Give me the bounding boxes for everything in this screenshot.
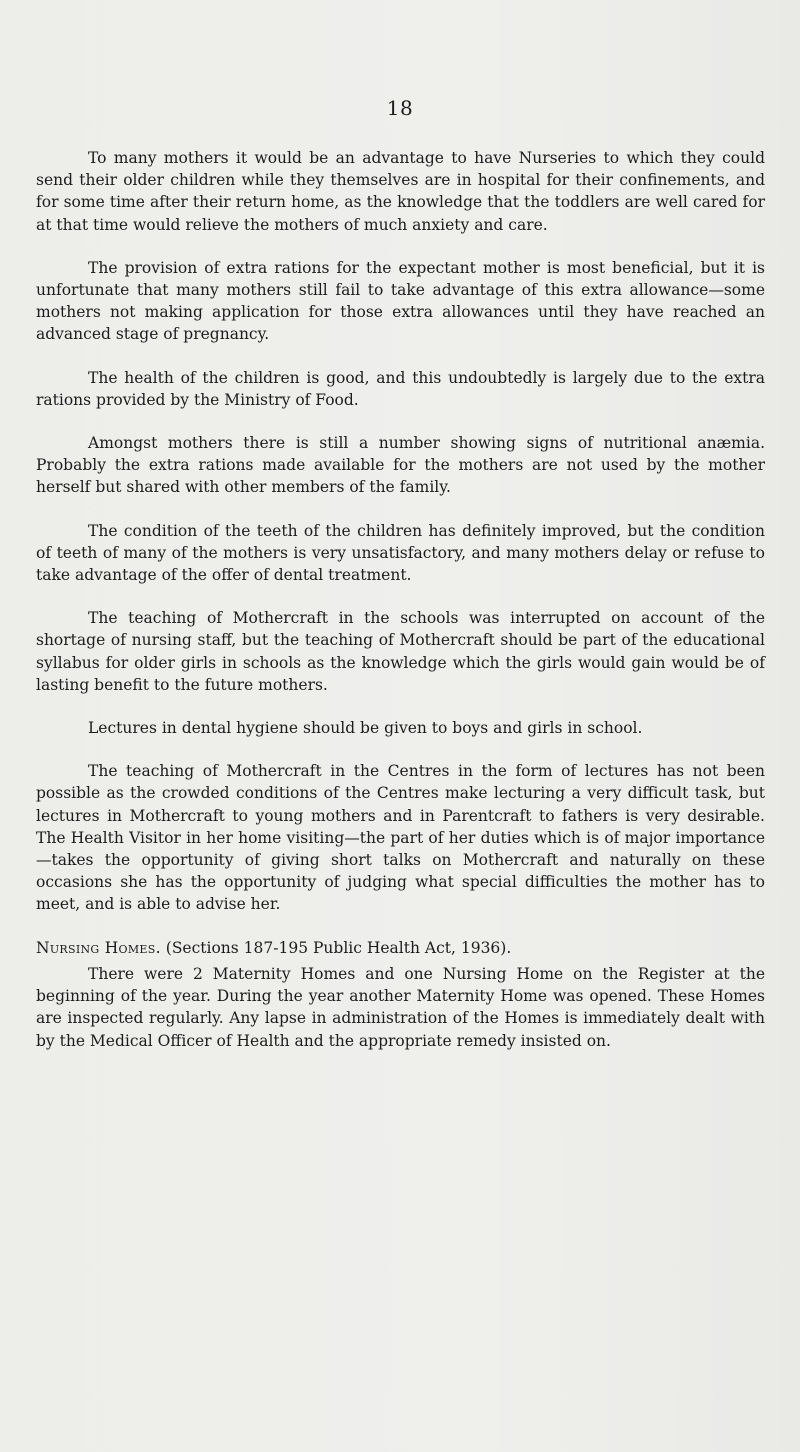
paragraph-extra-rations: The provision of extra rations for the expectant mother is most beneficial, but it is unfortunate that many mothers still fail to take advantage of this extra allowance—some mothers not making application for those extra allowances until they have reached an advanced stage of pregnancy. — [36, 258, 765, 344]
section-heading-line — [36, 937, 765, 959]
page-body — [36, 147, 765, 1073]
page-number: 18 — [386, 96, 414, 120]
paragraph-mothercraft-centres: The teaching of Mothercraft in the Centres in the form of lectures has not been possible as the crowded conditions of the Centres make lecturing a very difficult task, but lectures in Mothercraft to young mothers and in Parentcraft to fathers is very desirable. The Health Visitor in her home visiting—the part of her duties which is of major importance—takes the opportunity of giving short talks on Mothercraft and naturally on these occasions she has the opportunity of judging what special difficulties the mother has to meet, and is able to advise her. — [36, 762, 765, 914]
paragraph-mothercraft-schools: The teaching of Mothercraft in the schools was interrupted on account of the shortage of nursing staff, but the teaching of Mothercraft should be part of the educational syllabus for older girls in schools as the knowledge which the girls would gain would be of lasting benefit to the future mothers. — [36, 609, 765, 694]
paragraph-children-health: The health of the children is good, and this undoubtedly is largely due to the extra rations provided by the Ministry of Food. — [36, 368, 765, 409]
section-reference: (Sections 187-195 Public Health Act, 1936). — [165, 938, 512, 957]
paragraph-nurseries: To many mothers it would be an advantage to have Nurseries to which they could send their older children while they themselves are in hospital for their confinements, and for some time after their return home, as the knowledge that the toddlers are well cared for at that time would relieve the mothers of much anxiety and care. — [36, 149, 765, 234]
paragraph-nursing-homes: There were 2 Maternity Homes and one Nursing Home on the Register at the beginning of the year. During the year another Maternity Home was opened. These Homes are inspected regularly. Any lapse in administration of the Homes is immediately dealt with by the Medical Officer of Health and the appropriate remedy insisted on. — [36, 964, 765, 1050]
paragraph-dental-condition: The condition of the teeth of the children has definitely improved, but the condition of teeth of many of the mothers is very unsatisfactory, and many mothers delay or refuse to take advantage of the offer of dental treatment. — [36, 521, 765, 585]
section-heading: Nursing Homes. — [36, 938, 161, 957]
paragraph-dental-hygiene-lectures: Lectures in dental hygiene should be given to boys and girls in school. — [88, 719, 643, 738]
paragraph-nutritional-anaemia: Amongst mothers there is still a number showing signs of nutritional anæmia. Probably the extra rations made available for the mothers are not used by the mother herself but shared with other members of the family. — [36, 434, 765, 497]
